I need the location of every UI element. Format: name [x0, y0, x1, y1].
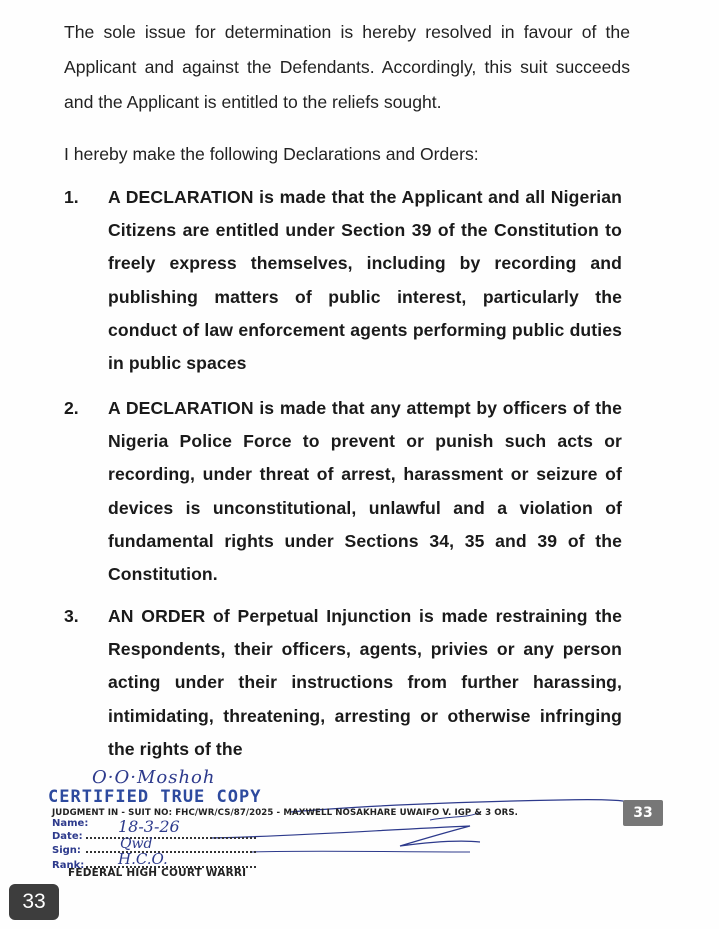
sign-label: Sign:	[52, 845, 81, 856]
order-text: A DECLARATION is made that the Applicant and all Nigerian Citizens are entitled under Section 39 of the Constitution to freely express themselves, including by recording and publishing matters of public interest, particularly the conduct of law enforcement agents performing public duties in public spaces	[108, 187, 622, 374]
page-number-stamp: 33	[623, 800, 663, 826]
court-name: FEDERAL HIGH COURT WARRI	[68, 867, 247, 879]
order-number: 1.	[64, 187, 79, 207]
handwritten-name: O·O·Moshoh	[92, 767, 216, 788]
order-number: 3.	[64, 606, 79, 626]
certified-true-copy-title: CERTIFIED TRUE COPY	[48, 787, 262, 807]
judgment-suit-line: JUDGMENT IN - SUIT NO: FHC/WR/CS/87/2025 - MAXWELL NOSAKHARE UWAIFO V. IGP & 3 ORS.	[52, 808, 519, 818]
intro-paragraph: The sole issue for determination is hereby resolved in favour of the Applicant and against the Defendants. Accordingly, this suit succeeds and the Applicant is entitled to the reliefs sought.	[64, 22, 630, 112]
order-text: A DECLARATION is made that any attempt by officers of the Nigeria Police Force to prevent or punish such acts or recording, under threat of arrest, harassment or seizure of devices is unconstitutional, unlawful and a violation of fundamental rights under Sections 34, 35 and 39 of the Constitution.	[108, 398, 622, 585]
rank-label: Rank:	[52, 860, 85, 871]
date-label: Date:	[52, 831, 83, 842]
name-label: Name:	[52, 818, 89, 829]
name-field	[52, 818, 89, 829]
order-number: 2.	[64, 398, 79, 418]
orders-intro-paragraph: I hereby make the following Declarations and Orders:	[64, 144, 479, 164]
page-indicator-badge: 33	[9, 884, 59, 920]
dotted-line	[86, 843, 256, 853]
order-text: AN ORDER of Perpetual Injunction is made restraining the Respondents, their officers, agents, privies or any person acting under their instructions from further harassing, intimidating, threatening, arresting or otherwise infringing the rights of the	[108, 606, 622, 759]
handwritten-signature: Qwd	[120, 836, 153, 852]
handwritten-date: 18-3-26	[118, 817, 180, 836]
handwritten-rank: H.C.O.	[118, 850, 168, 868]
